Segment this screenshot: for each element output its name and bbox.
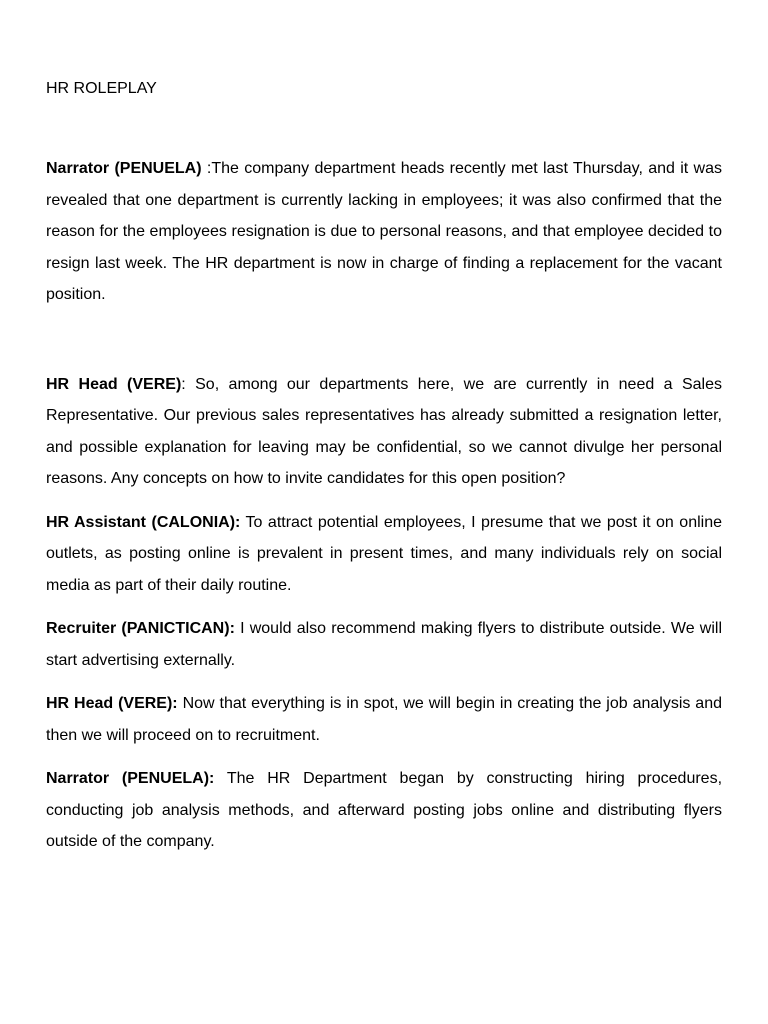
dialogue-paragraph-recruiter (46, 613, 722, 676)
speaker-label: Narrator (PENUELA): (46, 770, 215, 787)
dialogue-text: The HR Department began by constructing hiring procedures, conducting job analysis methods, and afterward posting jobs online and distributing flyers outside of the company. (46, 770, 723, 850)
speaker-label: HR Head (VERE) (46, 375, 182, 393)
dialogue-paragraph-narrator-2 (46, 763, 722, 858)
document-title: HR ROLEPLAY (46, 80, 157, 97)
speaker-label: HR Assistant (CALONIA): (46, 513, 241, 531)
dialogue-text: I would also recommend making flyers to distribute outside. We will start advertising externally. (46, 620, 723, 669)
dialogue-paragraph-hr-head-1 (46, 369, 722, 495)
dialogue-text: To attract potential employees, I presume that we post it on online outlets, as posting online is prevalent in present times, and many individuals rely on social media as part of their daily routine. (46, 513, 722, 594)
dialogue-text: : So, among our departments here, we are currently in need a Sales Representative. Our previous sales representatives has already submitted a resignation letter, and possible explanation for leaving may be confidential, so we cannot divulge her personal reasons. Any concepts on how to invite candidates for this open position? (46, 375, 722, 487)
dialogue-text: :The company department heads recently met last Thursday, and it was revealed that one department is currently lacking in employees; it was also confirmed that the reason for the employees resignation is due to personal reasons, and that employee decided to resign last week. The HR department is now in charge of finding a replacement for the vacant position. (46, 160, 723, 303)
document-page (46, 78, 722, 858)
speaker-label: HR Head (VERE): (46, 695, 178, 712)
speaker-label: Recruiter (PANICTICAN): (46, 620, 235, 637)
speaker-label: Narrator (PENUELA) (46, 160, 202, 177)
dialogue-text: Now that everything is in spot, we will begin in creating the job analysis and then we will proceed on to recruitment. (46, 695, 722, 744)
dialogue-paragraph-hr-assistant (46, 507, 722, 602)
dialogue-paragraph-hr-head-2 (46, 688, 722, 751)
dialogue-paragraph-narrator-1 (46, 153, 722, 311)
